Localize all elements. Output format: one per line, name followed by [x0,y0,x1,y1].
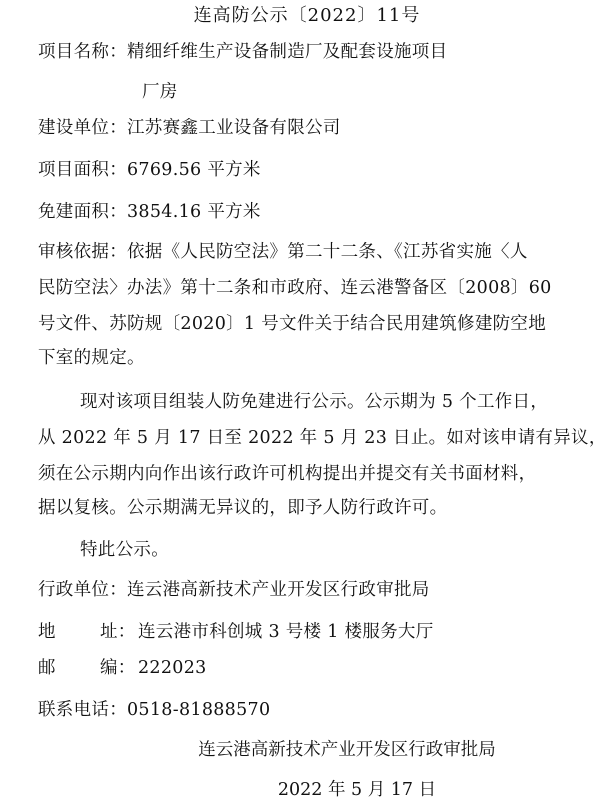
area-label: 项目面积： [38,160,127,180]
address-label-char-1: 地 [38,622,56,642]
special-notice: 特此公示。 [80,540,169,560]
basis-line-3: 号文件、苏防规〔2020〕1 号文件关于结合民用建筑修建防空地 [38,314,547,334]
basis-line-2: 民防空法〉办法》第十二条和市政府、连云港警备区〔2008〕60 [38,278,552,298]
project-name-value: 精细纤维生产设备制造厂及配套设施项目 [127,42,448,62]
notice-line-2: 从 2022 年 5 月 17 日至 2022 年 5 月 23 日止。如对该申请有异议， [38,428,607,448]
postcode-label [38,656,138,680]
notice-line-3: 须在公示期内向作出该行政许可机构提出并提交有关书面材料， [38,464,537,484]
notice-line-4: 据以复核。公示期满无异议的，即予人防行政许可。 [38,498,448,518]
signature-org: 连云港高新技术产业开发区行政审批局 [198,740,496,760]
postcode-label-char-1: 邮 [38,658,56,678]
unit-label: 行政单位： [38,580,127,600]
builder-label: 建设单位： [38,118,127,138]
phone-label: 联系电话： [38,700,127,720]
address-value: 连云港市科创城 3 号楼 1 楼服务大厅 [138,622,434,642]
area-row [38,158,261,182]
builder-row [38,116,341,140]
phone-row [38,698,270,722]
project-name-label: 项目名称： [38,42,127,62]
address-row [38,620,434,644]
document-number: 连高防公示〔2022〕11号 [193,5,421,26]
phone-value: 0518-81888570 [127,700,271,720]
basis-row [38,240,528,264]
signature-date: 2022 年 5 月 17 日 [277,780,437,800]
exempt-area-label: 免建面积： [38,202,127,222]
basis-line-4: 下室的规定。 [38,348,145,368]
project-name-continuation: 厂房 [142,82,178,102]
notice-line-1: 现对该项目组装人防免建进行公示。公示期为 5 个工作日， [80,392,549,412]
postcode-value: 222023 [138,658,207,678]
basis-label: 审核依据： [38,242,127,262]
postcode-label-char-2: 编： [100,658,136,678]
exempt-area-value: 3854.16 平方米 [127,202,261,222]
exempt-area-row [38,200,261,224]
project-name-row [38,40,447,64]
address-label-char-2: 址： [100,622,136,642]
builder-value: 江苏赛鑫工业设备有限公司 [127,118,341,138]
postcode-row [38,656,207,680]
basis-line-1: 依据《人民防空法》第二十二条、《江苏省实施〈人 [127,242,528,262]
unit-value: 连云港高新技术产业开发区行政审批局 [127,580,430,600]
area-value: 6769.56 平方米 [127,160,261,180]
address-label [38,620,138,644]
unit-row [38,578,430,602]
